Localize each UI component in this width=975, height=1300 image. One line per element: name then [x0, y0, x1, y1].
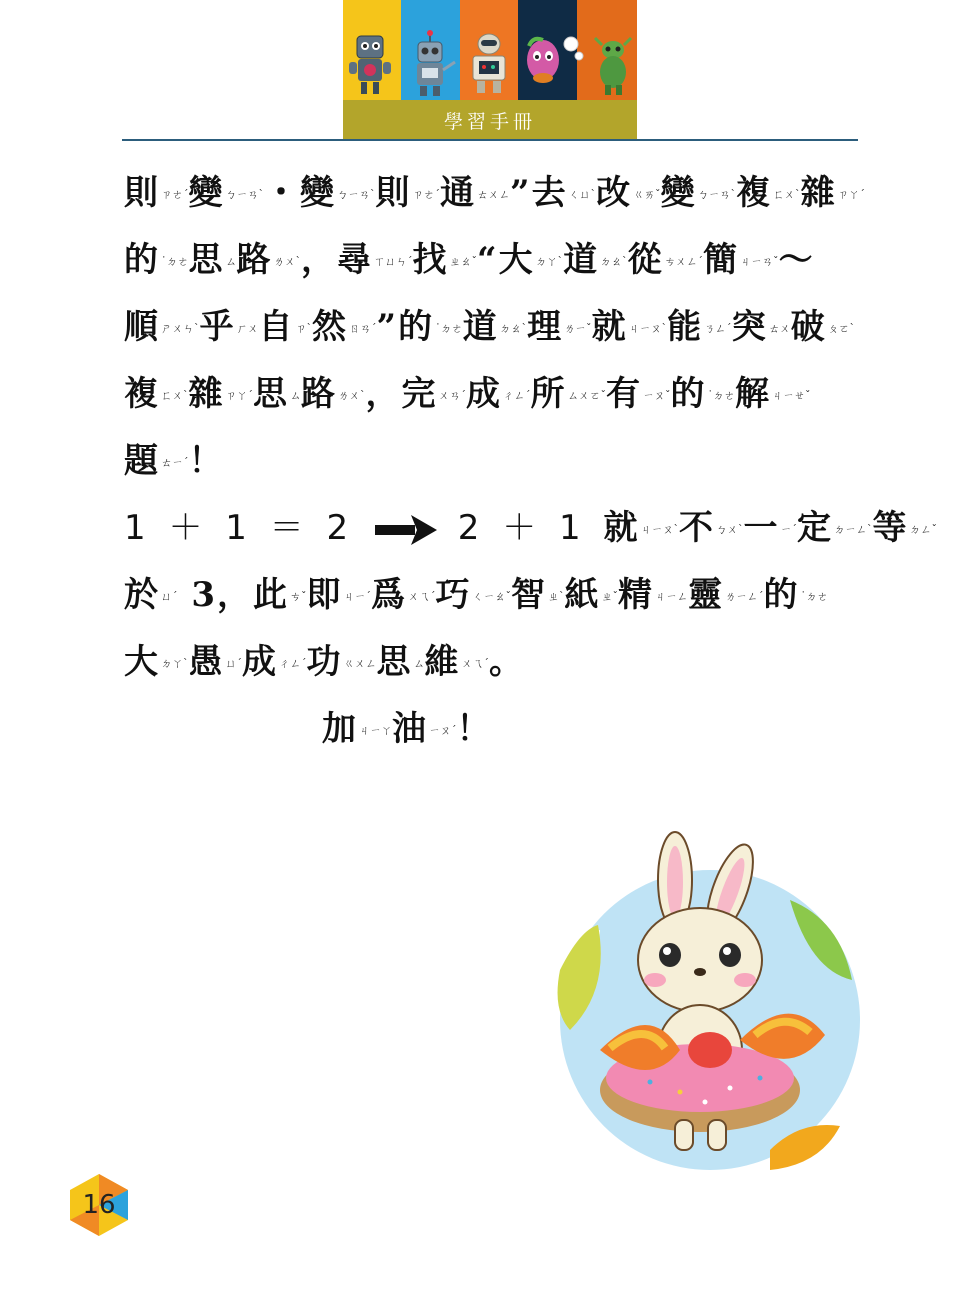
text-char: 則	[375, 173, 412, 213]
lesson-text	[124, 160, 937, 763]
zhuyin-annotation: ㄋㄥˊ	[704, 322, 732, 335]
text-char: ！	[456, 709, 493, 749]
text-char: 突	[731, 307, 768, 347]
zhuyin-annotation: ˙ㄉㄜ	[800, 590, 828, 603]
text-char: 簡	[703, 240, 740, 280]
text-char: ～	[778, 240, 815, 280]
text-char: 通	[440, 173, 476, 213]
zhuyin-annotation: ㄧˊ	[780, 523, 797, 536]
robot-characters-illustration	[343, 0, 637, 100]
text-line	[124, 160, 864, 227]
zhuyin-annotation: ㄗˋ	[295, 322, 312, 335]
robot-icon	[595, 38, 631, 95]
header-divider-line	[122, 139, 858, 141]
zhuyin-annotation: ㄓˇ	[601, 590, 618, 603]
text-char: 變	[300, 173, 336, 213]
text-char: 順	[124, 307, 160, 347]
text-char: 就	[603, 508, 640, 548]
robot-icon	[349, 36, 391, 94]
zhuyin-annotation: ㄘㄨㄥˊ	[664, 255, 704, 268]
zhuyin-annotation: ㄌㄧˇ	[564, 322, 592, 335]
text-line	[124, 562, 864, 629]
zhuyin-annotation: ㄧㄡˊ	[429, 724, 457, 737]
zhuyin-annotation: ㄅㄨˋ	[715, 523, 744, 536]
text-char: 成	[242, 642, 278, 682]
zhuyin-annotation: ㄖㄢˊ	[349, 322, 377, 335]
text-char: 所	[530, 374, 567, 414]
text-char: 就	[591, 307, 628, 347]
zhuyin-annotation: ㄐㄧㄢˇ	[740, 255, 779, 268]
rabbit-illustration	[540, 820, 870, 1180]
text-char: 路	[236, 240, 273, 280]
text-char: 巧	[435, 575, 472, 615]
text-char: 爲	[371, 575, 407, 615]
zhuyin-annotation: ㄐㄧㄚ	[359, 724, 392, 737]
zhuyin-annotation: ㄉㄥˇ	[909, 523, 937, 536]
zhuyin-annotation: ㄙ	[290, 389, 301, 402]
text-char: 理	[527, 307, 564, 347]
zhuyin-annotation: ㄔㄥˊ	[279, 657, 307, 670]
zhuyin-annotation: ㄍㄞˇ	[633, 188, 661, 201]
zhuyin-annotation: ㄒㄩㄣˊ	[374, 255, 413, 268]
text-char: 道	[563, 240, 600, 280]
zhuyin-annotation: ㄊㄧˊ	[161, 456, 189, 469]
text-line	[124, 361, 864, 428]
zhuyin-annotation: ㄈㄨˋ	[773, 188, 801, 201]
text-char: 成	[466, 374, 502, 414]
text-char: 從	[627, 240, 664, 280]
zhuyin-annotation: ㄉㄠˋ	[600, 255, 628, 268]
text-char: 靈	[688, 575, 724, 615]
text-char: 解	[735, 374, 771, 414]
text-char: ，	[217, 575, 253, 615]
zhuyin-annotation: ㄉㄧㄥˋ	[833, 523, 873, 536]
zhuyin-annotation: ㄅㄧㄢˋ	[697, 188, 737, 201]
text-char: 的	[398, 307, 435, 347]
text-char: 大	[498, 240, 535, 280]
zhuyin-annotation: ˙ㄉㄜ	[161, 255, 189, 268]
zhuyin-annotation: ㄗㄜˊ	[161, 188, 189, 201]
text-char: 大	[124, 642, 160, 682]
zhuyin-annotation: ㄏㄨ	[236, 322, 259, 335]
zhuyin-annotation: ㄑㄩˋ	[568, 188, 597, 201]
zhuyin-annotation: ㄧㄡˇ	[643, 389, 671, 402]
page-header	[343, 0, 637, 140]
zhuyin-annotation: ㄈㄨˋ	[161, 389, 189, 402]
zhuyin-annotation: ㄙ	[225, 255, 237, 268]
zhuyin-annotation: ㄑㄧㄠˇ	[472, 590, 511, 603]
text-char: 複	[124, 374, 160, 414]
text-char: 變	[188, 173, 225, 213]
text-char: 思	[188, 240, 225, 280]
zhuyin-annotation: ㄓㄠˇ	[449, 255, 477, 268]
text-char: 加	[322, 709, 358, 749]
text-char: 思	[376, 642, 413, 682]
zhuyin-annotation: ˙ㄉㄜ	[707, 389, 735, 402]
zhuyin-annotation: ㄨㄟˊ	[461, 657, 489, 670]
text-char: 的	[670, 374, 707, 414]
zhuyin-annotation: ˙ㄉㄜ	[435, 322, 463, 335]
zhuyin-annotation: ㄌㄨˋ	[338, 389, 366, 402]
text-char: 精	[618, 575, 654, 615]
zhuyin-annotation: ㄐㄧㄝˇ	[772, 389, 811, 402]
zhuyin-annotation: ㄗㄚˊ	[837, 188, 866, 201]
zhuyin-annotation: ㄐㄧㄥ	[655, 590, 688, 603]
math-line	[124, 495, 937, 562]
robot-icon	[527, 37, 583, 83]
text-char: 油	[392, 709, 428, 749]
zhuyin-annotation: ㄅㄧㄢˋ	[225, 188, 264, 201]
zhuyin-annotation: ㄐㄧˊ	[343, 590, 371, 603]
text-line	[124, 227, 864, 294]
text-char: ”	[376, 307, 399, 347]
text-char: 。	[489, 642, 525, 682]
text-char: 然	[312, 307, 348, 347]
text-char: 的	[124, 240, 160, 280]
text-char: 改	[596, 173, 633, 213]
text-char: 題	[124, 441, 160, 481]
math-expression-left: 1 ＋ 1 ＝ 2	[124, 508, 355, 548]
text-line	[124, 629, 864, 696]
zhuyin-annotation: ㄨㄢˊ	[438, 389, 466, 402]
page-title: 學習手冊	[343, 100, 637, 140]
text-char: ・	[264, 173, 300, 213]
zhuyin-annotation: ㄉㄚˋ	[535, 255, 564, 268]
text-char: 雜	[188, 374, 225, 414]
math-expression-right: 2 ＋ 1	[457, 508, 587, 548]
zhuyin-annotation: ㄙ	[413, 657, 425, 670]
zhuyin-annotation: ㄘˇ	[290, 590, 307, 603]
zhuyin-annotation: ㄓˋ	[548, 590, 565, 603]
text-char: 即	[306, 575, 343, 615]
zhuyin-annotation: ㄗㄜˊ	[412, 188, 440, 201]
text-char: “	[477, 240, 499, 280]
text-char: 能	[667, 307, 704, 347]
zhuyin-annotation: ㄉㄠˋ	[499, 322, 528, 335]
zhuyin-annotation: ㄊㄨㄥ	[477, 188, 510, 201]
zhuyin-annotation: ㄉㄚˋ	[161, 657, 189, 670]
text-char: 找	[412, 240, 449, 280]
zhuyin-annotation: ㄐㄧㄡˋ	[640, 523, 679, 536]
text-line	[124, 294, 864, 361]
text-char: 去	[531, 173, 568, 213]
text-char: 有	[606, 374, 642, 414]
text-line	[124, 428, 864, 495]
zhuyin-annotation: ㄩˊ	[225, 657, 242, 670]
text-char: 一	[743, 508, 780, 548]
text-char: 路	[301, 374, 337, 414]
text-char: ”	[510, 173, 532, 213]
text-char: 破	[790, 307, 827, 347]
zhuyin-annotation: ㄔㄥˊ	[503, 389, 531, 402]
zhuyin-annotation: ㄙㄨㄛˇ	[567, 389, 606, 402]
text-char: 不	[678, 508, 715, 548]
text-char: 完	[401, 374, 438, 414]
text-line-tail	[603, 508, 937, 548]
text-char: 智	[511, 575, 547, 615]
zhuyin-annotation: ㄌㄧㄥˊ	[725, 590, 764, 603]
text-char: 此	[253, 575, 289, 615]
text-char: 則	[124, 173, 160, 213]
text-char: ，	[301, 240, 337, 280]
text-char: 定	[796, 508, 833, 548]
zhuyin-annotation: ㄌㄨˋ	[273, 255, 301, 268]
text-char: 功	[306, 642, 343, 682]
arrow-right-icon	[375, 513, 437, 547]
zhuyin-annotation: ㄗㄚˊ	[225, 389, 253, 402]
text-char: 道	[462, 307, 499, 347]
page-number-badge	[66, 1172, 132, 1238]
text-char: 尋	[337, 240, 373, 280]
robot-icon	[473, 34, 505, 93]
text-char: ！	[188, 441, 225, 481]
zhuyin-annotation: ㄕㄨㄣˋ	[161, 322, 200, 335]
robot-icon	[417, 30, 455, 96]
text-char: 複	[736, 173, 773, 213]
zhuyin-annotation: ㄆㄛˋ	[827, 322, 856, 335]
text-char: 愚	[188, 642, 225, 682]
zhuyin-annotation: ㄅㄧㄢˋ	[337, 188, 376, 201]
zhuyin-annotation: ㄐㄧㄡˋ	[628, 322, 668, 335]
text-char: 3	[177, 575, 217, 615]
text-char: 於	[124, 575, 160, 615]
text-char: 自	[258, 307, 295, 347]
zhuyin-annotation: ㄩˊ	[161, 590, 178, 603]
zhuyin-annotation: ㄍㄨㄥ	[343, 657, 377, 670]
text-char: 的	[763, 575, 800, 615]
text-char: 等	[872, 508, 909, 548]
text-char: 紙	[564, 575, 601, 615]
text-char: 思	[253, 374, 289, 414]
text-line-cheer	[124, 696, 864, 763]
text-char: ，	[365, 374, 402, 414]
zhuyin-annotation: ㄨㄟˊ	[408, 590, 436, 603]
text-char: 維	[424, 642, 461, 682]
zhuyin-annotation: ㄊㄨ	[768, 322, 791, 335]
text-char: 雜	[800, 173, 837, 213]
page-number: 16	[82, 1190, 116, 1220]
text-char: 乎	[199, 307, 236, 347]
text-char: 變	[660, 173, 697, 213]
